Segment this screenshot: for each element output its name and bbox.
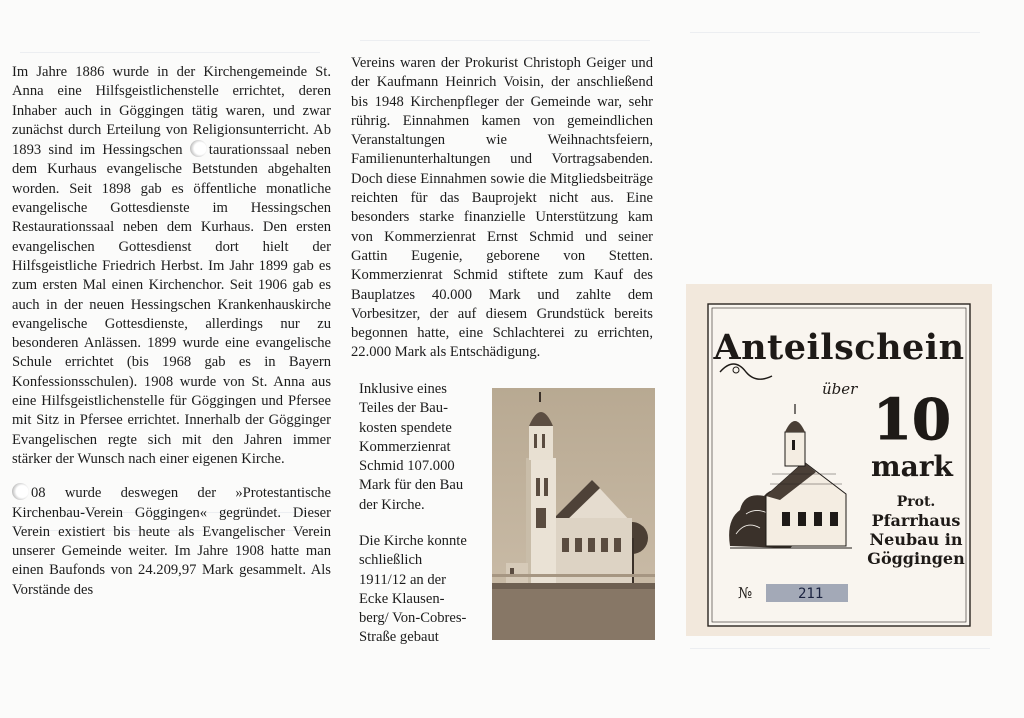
text-beside-photo: Die Kirche konnte schließlich 1911/12 an der Ecke Klausen- berg/ Von-Cobres- Straße gebaut <box>359 533 467 646</box>
certificate-currency: mark <box>871 450 953 483</box>
certificate-prot: Prot. <box>896 494 936 510</box>
certificate-number-label: № <box>738 584 753 602</box>
paragraph: Im Jahre 1886 wurde in der Kirchengemeinde St. Anna eine Hilfsgeistlichenstelle errichtet, deren Inhaber auch in Göggingen tätig waren, und zwar zunächst durch Erteilung von Religionsunterricht. Ab 1893 sind im Hessingschen taurationssaal neben dem Kurhaus evangelische Betstunden abgehalten worden. Seit 1898 gab es öffentliche monatliche evangelische Gottesdienste im Hessingschen Restaurationssaal neben dem Kurhaus. Den ersten evangelischen Gottesdienst dort hielt der Hilfsgeistliche Friedrich Herbst. Im Jahr 1899 gab es zum ersten Mal einen Kirchenchor. Seit 1906 gab es auch in der neuen Hessingschen Krankenhauskirche evangelische Gottesdienste, allerdings nur zu besonderen Anlässen. 1899 wurde eine evangelische Schule errichtet (bis 1968 gab es in Bayern Konfessionsschulen). 1908 wurde von St. Anna aus eine Hilfsgeistlichenstelle für Göggingen und Pfersee mit Sitz in Pfersee errichtet. Innerhalb der Gögginger Evangelischen regte sich mit den Jahren immer stärker der Wunsch nach einer eigenen Kirche. <box>12 64 331 467</box>
text-column-left <box>12 63 331 608</box>
certificate-goeggingen: Göggingen <box>867 549 965 568</box>
certificate-neubau: Neubau in <box>869 530 963 549</box>
paragraph: Vereins waren der Prokurist Christoph Geiger und der Kaufmann Heinrich Voisin, der anschließend bis 1948 Kirchenpfleger der Gemeinde war, sehr rührig. Einnahmen kamen von gemeindlichen Veranstaltungen wie Weihnachtsfeiern, Familienunterhaltungen und Vortragsabenden. Doch diese Einnahmen sowie die Mitgliedsbeiträge reichten für das Bauprojekt nicht aus. Eine besonders starke finanzielle Unterstützung kam von Kommerzienrat Ernst Schmid und seiner Gattin Eugenie, geborene von Stetten. Kommerzienrat Schmid stiftete zum Kauf des Bauplatzes 40.000 Mark und zahlte dem Vorbesitzer, der auf diesem Grundstück bereits begonnen hatte, eine Schlachterei zu errichten, 22.000 Mark als Entschädigung. <box>351 55 653 361</box>
certificate-pfarrhaus: Pfarrhaus <box>871 511 961 530</box>
text-column-middle <box>351 54 653 371</box>
punch-hole-icon <box>12 483 29 500</box>
certificate-ueber: über <box>822 380 858 398</box>
share-certificate-graphic <box>686 284 992 636</box>
church-photo <box>492 388 655 640</box>
share-certificate <box>686 284 992 636</box>
certificate-amount: 10 <box>873 387 951 453</box>
certificate-number: 211 <box>798 586 824 602</box>
paragraph: 08 wurde deswegen der »Protestantische Kirchenbau-Verein Göggingen« gegründet. Dieser Verein existiert bis heute als Evangelischer Verein unserer Gemeinde weiter. Im Jahre 1908 hatte man einen Baufonds von 24.209,97 Mark gesammelt. Als Vorstände des <box>12 485 331 598</box>
punch-hole-icon <box>190 140 207 157</box>
certificate-title: Anteilschein <box>713 327 965 368</box>
text-beside-photo: Inklusive eines Teiles der Bau- kosten spendete Kommerzienrat Schmid 107.000 Mark für den Bau der Kirche. <box>359 381 464 513</box>
